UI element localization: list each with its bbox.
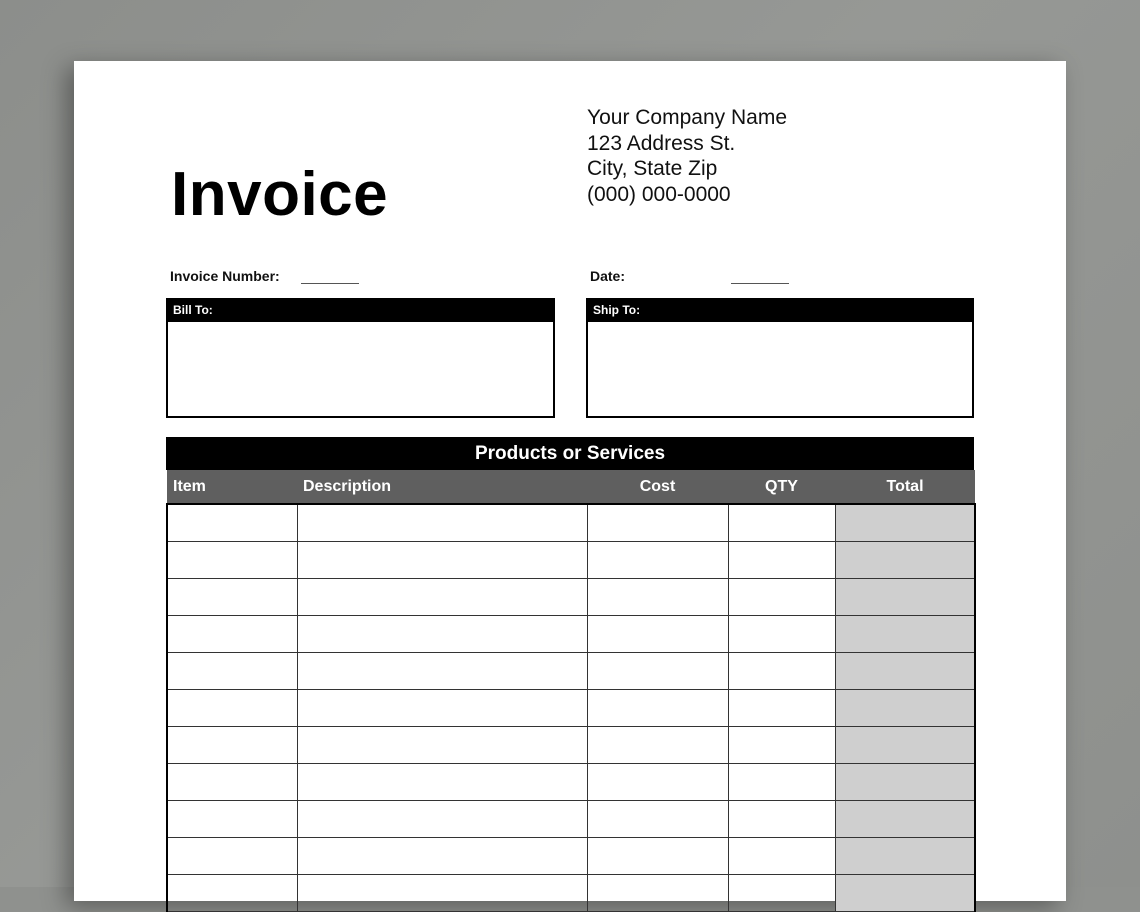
ship-to-field[interactable] (588, 322, 972, 416)
cell-qty[interactable] (728, 838, 835, 875)
cell-item[interactable] (167, 579, 297, 616)
table-row (167, 504, 975, 542)
products-table-body (167, 504, 975, 912)
cell-item[interactable] (167, 542, 297, 579)
cell-qty[interactable] (728, 690, 835, 727)
cell-cost[interactable] (587, 875, 728, 912)
cell-total[interactable] (835, 875, 975, 912)
date-field[interactable] (731, 283, 789, 284)
table-row (167, 875, 975, 912)
invoice-title: Invoice (171, 160, 389, 229)
column-header-cost: Cost (587, 470, 728, 504)
cell-description[interactable] (297, 875, 587, 912)
cell-description[interactable] (297, 838, 587, 875)
cell-description[interactable] (297, 764, 587, 801)
cell-item[interactable] (167, 838, 297, 875)
cell-cost[interactable] (587, 616, 728, 653)
table-row (167, 542, 975, 579)
ship-to-box (586, 298, 974, 418)
cell-qty[interactable] (728, 504, 835, 542)
cell-description[interactable] (297, 579, 587, 616)
cell-total[interactable] (835, 616, 975, 653)
cell-cost[interactable] (587, 579, 728, 616)
ship-to-label: Ship To: (588, 300, 972, 322)
cell-qty[interactable] (728, 653, 835, 690)
cell-cost[interactable] (587, 504, 728, 542)
cell-item[interactable] (167, 764, 297, 801)
invoice-number-label: Invoice Number: (170, 268, 280, 284)
cell-description[interactable] (297, 727, 587, 764)
table-row (167, 801, 975, 838)
cell-description[interactable] (297, 653, 587, 690)
cell-description[interactable] (297, 542, 587, 579)
cell-item[interactable] (167, 616, 297, 653)
table-row (167, 653, 975, 690)
products-title: Products or Services (166, 437, 974, 470)
cell-total[interactable] (835, 764, 975, 801)
cell-description[interactable] (297, 690, 587, 727)
cell-cost[interactable] (587, 690, 728, 727)
cell-total[interactable] (835, 690, 975, 727)
company-address: 123 Address St. (587, 131, 736, 155)
cell-qty[interactable] (728, 727, 835, 764)
invoice-paper (74, 61, 1066, 901)
cell-qty[interactable] (728, 542, 835, 579)
products-header-row (167, 470, 975, 504)
company-city-state-zip: City, State Zip (587, 157, 718, 180)
cell-qty[interactable] (728, 764, 835, 801)
column-header-qty: QTY (728, 470, 835, 504)
table-row (167, 690, 975, 727)
cell-item[interactable] (167, 875, 297, 912)
cell-description[interactable] (297, 801, 587, 838)
company-name: Your Company Name (587, 106, 787, 129)
cell-total[interactable] (835, 838, 975, 875)
bill-to-field[interactable] (168, 322, 553, 416)
cell-item[interactable] (167, 727, 297, 764)
cell-cost[interactable] (587, 653, 728, 690)
cell-item[interactable] (167, 690, 297, 727)
table-row (167, 838, 975, 875)
cell-cost[interactable] (587, 838, 728, 875)
cell-description[interactable] (297, 616, 587, 653)
table-row (167, 579, 975, 616)
cell-cost[interactable] (587, 764, 728, 801)
table-row (167, 727, 975, 764)
products-table (166, 470, 976, 912)
column-header-item: Item (167, 470, 297, 504)
column-header-description: Description (297, 470, 587, 504)
column-header-total: Total (835, 470, 975, 504)
cell-total[interactable] (835, 542, 975, 579)
invoice-number-field[interactable] (301, 283, 359, 284)
company-info (587, 105, 787, 207)
cell-item[interactable] (167, 504, 297, 542)
bill-to-box (166, 298, 555, 418)
cell-qty[interactable] (728, 616, 835, 653)
table-row (167, 764, 975, 801)
company-phone: (000) 000-0000 (587, 182, 731, 206)
cell-item[interactable] (167, 653, 297, 690)
table-row (167, 616, 975, 653)
cell-total[interactable] (835, 653, 975, 690)
cell-total[interactable] (835, 801, 975, 838)
cell-total[interactable] (835, 579, 975, 616)
cell-qty[interactable] (728, 875, 835, 912)
bill-to-label: Bill To: (168, 300, 553, 322)
cell-total[interactable] (835, 727, 975, 764)
cell-cost[interactable] (587, 542, 728, 579)
cell-qty[interactable] (728, 579, 835, 616)
cell-cost[interactable] (587, 727, 728, 764)
products-section (166, 437, 974, 912)
cell-description[interactable] (297, 504, 587, 542)
cell-cost[interactable] (587, 801, 728, 838)
date-label: Date: (590, 268, 626, 284)
cell-qty[interactable] (728, 801, 835, 838)
cell-total[interactable] (835, 504, 975, 542)
cell-item[interactable] (167, 801, 297, 838)
